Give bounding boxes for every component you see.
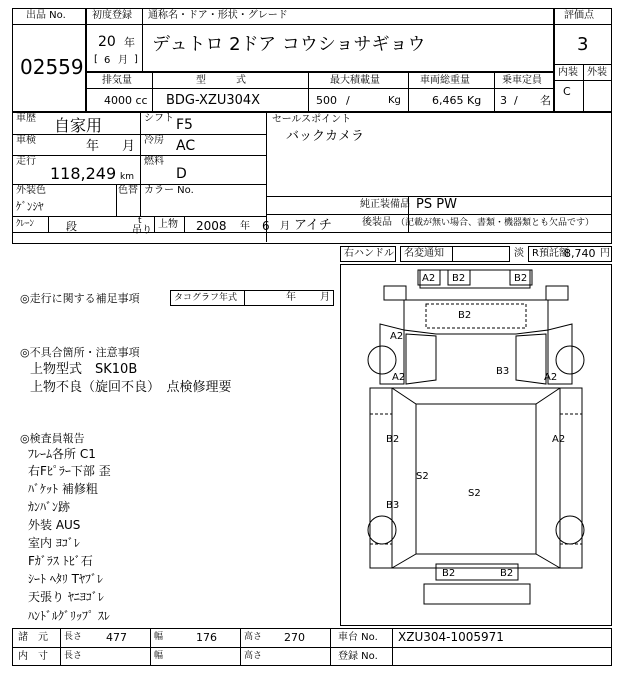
recycle-label: R預託額 <box>532 248 569 259</box>
damage-diagram <box>340 264 612 626</box>
reg-year: 20 <box>98 34 116 50</box>
model-name: デュトロ 2ドア コウショサギョウ <box>152 34 426 55</box>
damage-code: B2 <box>500 568 514 579</box>
inspector-line: Fｶﾞﾗｽ ﾄﾋﾞ石 <box>28 554 93 568</box>
aftermarket-label: 後装品 <box>362 217 392 228</box>
inspection-year-unit: 年 <box>86 139 100 154</box>
aircon-label: 冷房 <box>144 135 164 146</box>
aircon-value: AC <box>176 138 196 154</box>
damage-code: B2 <box>386 434 400 445</box>
aftermarket-note: （記載が無い場合、書類・機器類とも欠品です） <box>396 218 595 228</box>
in-width-label: 幅 <box>154 651 164 661</box>
inspector-line: 右Fﾋﾟﾗｰ下部 歪 <box>28 464 111 478</box>
inspector-line: ﾊﾝﾄﾞﾙｸﾞﾘｯﾌﾟ ｽﾚ <box>28 609 110 623</box>
lot-label: 出品 No. <box>26 10 66 21</box>
damage-code: B2 <box>514 273 528 284</box>
history-value: 自家用 <box>54 116 103 135</box>
model-code-label: 型 式 <box>196 75 246 86</box>
damage-code: A2 <box>422 273 436 284</box>
width-label: 幅 <box>154 632 164 642</box>
inspector-line: 外装 AUS <box>28 518 81 532</box>
dims-label: 諸 元 <box>18 632 48 643</box>
fuel-label: 燃料 <box>144 156 164 167</box>
tax-label: 淡 <box>514 248 524 259</box>
exterior-label: 外装 <box>587 67 607 78</box>
gvw-label: 車両総重量 <box>420 75 470 86</box>
damage-code: A2 <box>392 372 406 383</box>
max-load: 500 <box>316 94 337 107</box>
damage-code: A2 <box>544 372 558 383</box>
recycle-amount: 8,740 <box>564 247 596 260</box>
inspector-line: ｼｰﾄ ﾍﾀﾘ Tﾔﾌﾞﾚ <box>28 572 103 586</box>
interior-dims-label: 内 寸 <box>18 651 48 662</box>
chassis-value: XZU304-1005971 <box>398 630 504 644</box>
chassis-label: 車台 No. <box>338 632 378 643</box>
inspector-line: 室内 ﾖｺﾞﾚ <box>28 536 80 550</box>
month-unit: 月 <box>118 55 128 66</box>
inspection-month-unit: 月 <box>122 139 136 154</box>
height-label: 高さ <box>244 632 263 642</box>
tacho-year-unit: 年 <box>286 292 296 303</box>
upper-maker: アイチ <box>294 218 332 233</box>
right-handle: 右ハンドル <box>344 248 394 259</box>
upper-year: 2008 <box>196 219 227 233</box>
color-value: ｹﾞﾝｼﾔ <box>16 200 44 213</box>
fuel-value: D <box>176 166 187 182</box>
max-load-sep: / <box>346 94 350 107</box>
capacity: 3 <box>500 94 507 107</box>
inspection-label: 車検 <box>16 135 36 146</box>
damage-code: B2 <box>458 310 472 321</box>
damage-code: S2 <box>468 488 481 499</box>
crane-ton: t <box>138 216 142 226</box>
in-height-label: 高さ <box>244 651 263 661</box>
crane-lift: 吊り <box>132 225 152 236</box>
gvw: 6,465 Kg <box>432 94 482 107</box>
capacity-sep: / <box>514 94 518 107</box>
damage-code: S2 <box>416 471 429 482</box>
max-load-label: 最大積載量 <box>330 75 380 86</box>
inspector-line: ｶﾝﾊﾞﾝ跡 <box>28 500 71 514</box>
max-load-unit: Kg <box>388 95 401 106</box>
length-label: 長さ <box>64 632 83 642</box>
lot-number: 02559 <box>20 55 84 79</box>
model-code: BDG-XZU304X <box>166 93 261 108</box>
mileage-label: 走行 <box>16 156 36 167</box>
sales-point-label: セールスポイント <box>272 114 352 125</box>
in-length-label: 長さ <box>64 651 83 661</box>
damage-code: B2 <box>452 273 466 284</box>
model-label: 通称名・ドア・形状・グレード <box>148 10 288 21</box>
tacho-month-unit: 月 <box>320 292 330 303</box>
color-change-label: 色替 <box>118 185 138 196</box>
defects-header: ◎不具合箇所・注意事項 <box>20 346 140 359</box>
height-value: 270 <box>284 631 305 644</box>
damage-code: A2 <box>552 434 566 445</box>
first-reg-label: 初度登録 <box>92 10 132 21</box>
name-change-label: 名変通知 <box>404 248 444 259</box>
history-label: 車歴 <box>16 113 36 124</box>
length-value: 477 <box>106 631 127 644</box>
equipment-label: 純正装備品 <box>360 199 410 210</box>
shift-value: F5 <box>176 117 193 133</box>
inspector-line: ﾌﾚｰﾑ各所 C1 <box>28 447 96 461</box>
sales-point-value: バックカメラ <box>286 129 365 144</box>
equipment-value: PS PW <box>416 197 457 212</box>
upper-month: 6 <box>262 219 270 233</box>
driving-header: ◎走行に関する補足事項 <box>20 292 140 305</box>
year-unit: 年 <box>124 36 135 49</box>
width-value: 176 <box>196 631 217 644</box>
shift-label: シフト <box>144 113 174 124</box>
capacity-label: 乗車定員 <box>502 75 542 86</box>
damage-code: A2 <box>390 331 404 342</box>
interior-grade: C <box>563 85 571 98</box>
tacho-label: タコグラフ年式 <box>174 293 238 303</box>
yen-label: 円 <box>600 248 610 259</box>
capacity-unit: 名 <box>540 94 551 107</box>
reg-month: 6 <box>104 55 111 66</box>
reg-label: 登録 No. <box>338 651 378 662</box>
defect-line: 上物不良（旋回不良） 点検修理要 <box>30 380 232 395</box>
mileage-value: 118,249 <box>50 164 117 183</box>
damage-code: B3 <box>386 500 400 511</box>
crane-label: ｸﾚｰﾝ <box>16 219 35 229</box>
color-label: 外装色 <box>16 185 46 196</box>
damage-code: B2 <box>442 568 456 579</box>
inspector-line: ﾊﾞｹｯﾄ 補修粗 <box>28 482 98 496</box>
mileage-unit: km <box>120 172 134 182</box>
score-value: 3 <box>577 34 589 55</box>
inspector-line: 天張り ﾔﾆﾖｺﾞﾚ <box>28 590 104 604</box>
upper-label: 上物 <box>158 219 178 230</box>
interior-label: 内装 <box>558 67 578 78</box>
color-number-label: カラー No. <box>144 185 194 196</box>
displacement: 4000 cc <box>104 94 148 107</box>
displacement-label: 排気量 <box>102 75 132 86</box>
score-label: 評価点 <box>564 10 594 21</box>
inspector-header: ◎検査員報告 <box>20 432 85 445</box>
crane-stage: 段 <box>66 220 77 233</box>
defect-line: 上物型式 SK10B <box>30 362 138 377</box>
damage-code: B3 <box>496 366 510 377</box>
